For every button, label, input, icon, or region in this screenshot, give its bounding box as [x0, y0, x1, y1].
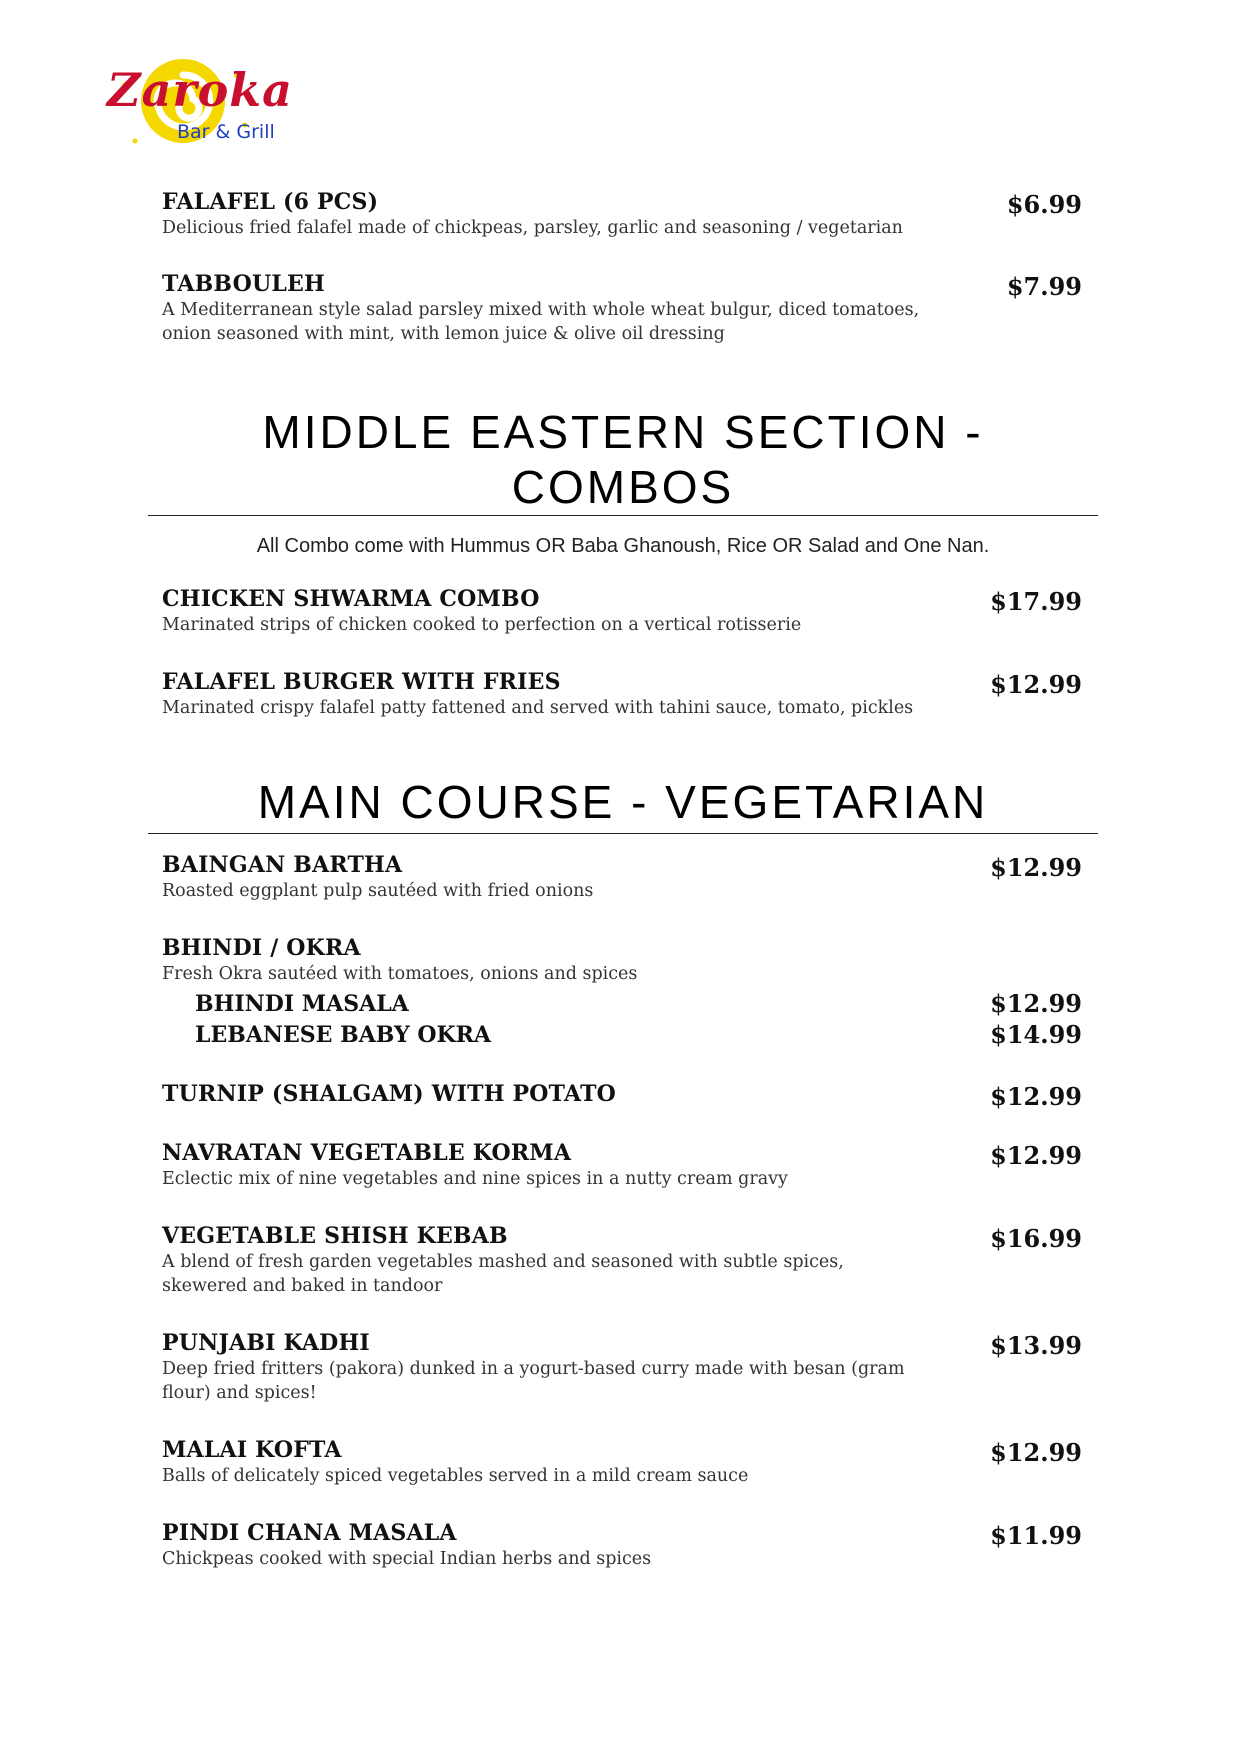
item-description: Marinated crispy falafel patty fattened and served with tahini sauce, tomato, pickles: [162, 698, 914, 718]
item-price: $13.99: [990, 1331, 1082, 1360]
item-name: TURNIP (SHALGAM) WITH POTATO: [162, 1081, 617, 1107]
menu-item: [162, 1139, 1082, 1191]
item-description: Balls of delicately spiced vegetables served in a mild cream sauce: [162, 1466, 749, 1486]
menu-item: [162, 1436, 1082, 1488]
item-name: NAVRATAN VEGETABLE KORMA: [162, 1140, 572, 1166]
item-price: $12.99: [990, 1082, 1082, 1111]
item-price: $12.99: [990, 1438, 1082, 1467]
sub-menu-item: [195, 990, 1082, 1018]
item-price: $7.99: [1006, 272, 1082, 301]
item-description: Deep fried fritters (pakora) dunked in a yogurt-based curry made with besan (gram flour) and spices!: [162, 1359, 905, 1403]
item-description: A Mediterranean style salad parsley mixed with whole wheat bulgur, diced tomatoes, onion seasoned with mint, with lemon juice & olive oil dressing: [162, 300, 920, 344]
item-name: PINDI CHANA MASALA: [162, 1520, 457, 1546]
item-price: $17.99: [990, 587, 1082, 616]
item-name: TABBOULEH: [162, 271, 326, 297]
item-price: $11.99: [990, 1521, 1082, 1550]
combo-note: All Combo come with Hummus OR Baba Ghanoush, Rice OR Salad and One Nan.: [256, 535, 990, 557]
logo-tagline: Bar & Grill: [177, 121, 275, 143]
item-description: Fresh Okra sautéed with tomatoes, onions and spices: [162, 964, 638, 984]
restaurant-logo: [105, 55, 293, 155]
menu-item: [162, 270, 1082, 346]
item-description: Roasted eggplant pulp sautéed with fried onions: [162, 881, 594, 901]
menu-item: [162, 188, 1082, 240]
item-description: Eclectic mix of nine vegetables and nine spices in a nutty cream gravy: [162, 1169, 788, 1189]
item-name: VEGETABLE SHISH KEBAB: [162, 1223, 508, 1249]
menu-item: [162, 851, 1082, 903]
sub-item-name: LEBANESE BABY OKRA: [195, 1022, 491, 1048]
item-description: A blend of fresh garden vegetables mashed and seasoned with subtle spices, skewered and baked in tandoor: [162, 1252, 844, 1296]
item-description: Delicious fried falafel made of chickpeas, parsley, garlic and seasoning / vegetarian: [162, 218, 903, 238]
item-description: Chickpeas cooked with special Indian herbs and spices: [162, 1549, 652, 1569]
item-description: Marinated strips of chicken cooked to perfection on a vertical rotisserie: [162, 615, 802, 635]
section-divider: [148, 515, 1098, 516]
sub-item-name: BHINDI MASALA: [195, 991, 409, 1017]
item-name: PUNJABI KADHI: [162, 1330, 370, 1356]
menu-item: [162, 1329, 1082, 1405]
item-name: MALAI KOFTA: [162, 1437, 342, 1463]
item-name: BAINGAN BARTHA: [162, 852, 403, 878]
item-name: CHICKEN SHWARMA COMBO: [162, 586, 540, 612]
item-name: FALAFEL BURGER WITH FRIES: [162, 669, 561, 695]
menu-item: [162, 668, 1082, 720]
menu-item: [162, 1222, 1082, 1298]
item-price: $12.99: [990, 853, 1082, 882]
menu-item: [162, 1519, 1082, 1571]
sub-menu-item: [195, 1021, 1082, 1049]
item-price: $16.99: [990, 1224, 1082, 1253]
logo-name: Zaroka: [107, 63, 293, 117]
item-price: $12.99: [990, 989, 1082, 1018]
menu-item: [162, 934, 1082, 986]
item-name: FALAFEL (6 PCS): [162, 189, 379, 215]
item-price: $12.99: [990, 670, 1082, 699]
section-title-vegetarian: MAIN COURSE - VEGETARIAN: [257, 776, 989, 828]
item-price: $14.99: [990, 1020, 1082, 1049]
menu-item: [162, 1080, 1082, 1111]
item-price: $6.99: [1006, 190, 1082, 219]
item-name: BHINDI / OKRA: [162, 935, 361, 961]
item-price: $12.99: [990, 1141, 1082, 1170]
section-divider: [148, 833, 1098, 834]
menu-item: [162, 585, 1082, 637]
section-title-combos: MIDDLE EASTERN SECTION - COMBOS: [262, 406, 984, 513]
